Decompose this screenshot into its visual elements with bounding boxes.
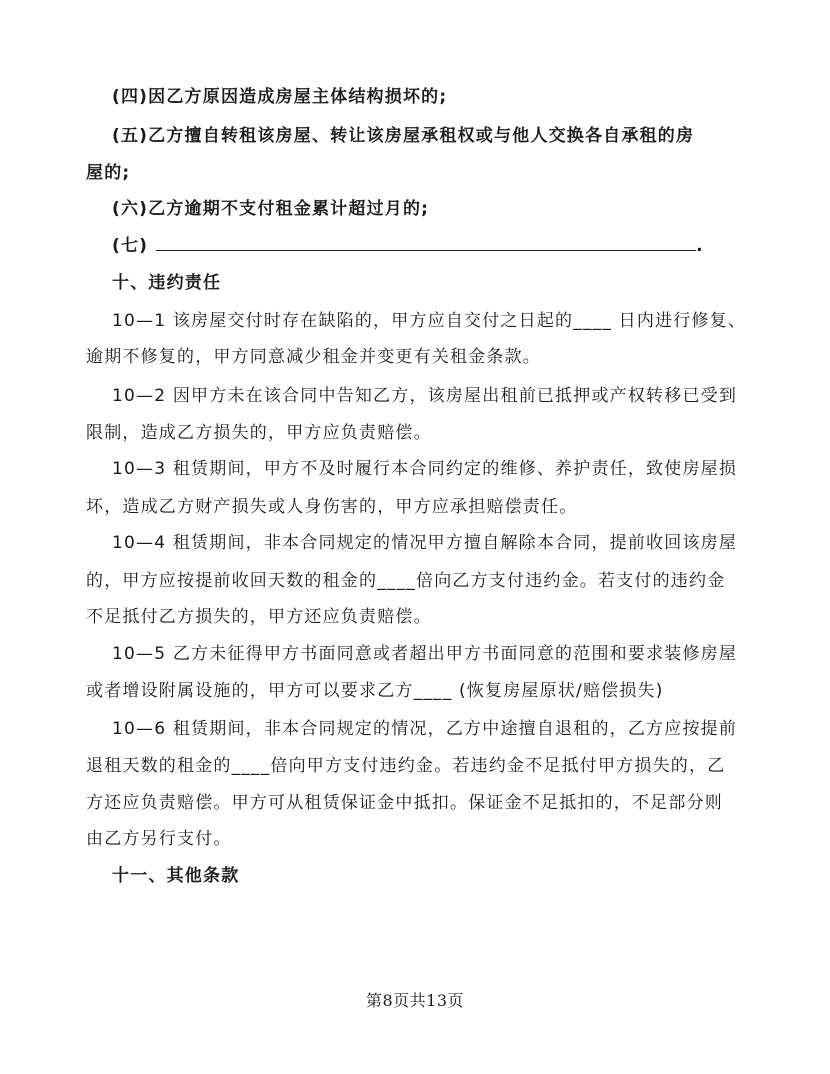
para-10-4-line-1: 10—4 租赁期间，非本合同规定的情况甲方擅自解除本合同，提前收回该房屋 [112,533,738,553]
para-10-6-line-3: 方还应负责赔偿。甲方可从租赁保证金中抵扣。保证金不足抵扣的，不足部分则 [86,793,723,813]
section-10-heading: 十、违约责任 [112,273,222,293]
clause-7-end: . [696,236,704,256]
fill-in-blank-line [156,234,696,251]
para-10-1-line-2: 逾期不修复的，甲方同意减少租金并变更有关租金条款。 [86,347,541,367]
para-10-6-line-1: 10—6 租赁期间，非本合同规定的情况，乙方中途擅自退租的，乙方应按提前 [112,719,738,739]
para-10-3-line-2: 坏，造成乙方财产损失或人身伤害的，甲方应承担赔偿责任。 [86,497,578,517]
clause-7-label: (七) [112,236,149,256]
clause-7 [112,234,704,257]
para-10-4-line-3: 不足抵付乙方损失的，甲方还应负责赔偿。 [86,607,432,627]
para-10-6-line-4: 由乙方另行支付。 [86,829,232,849]
clause-5-line-2: 屋的; [86,163,131,183]
clause-5-line-1: (五)乙方擅自转租该房屋、转让该房屋承租权或与他人交换各自承租的房 [112,126,695,146]
clause-4: (四)因乙方原因造成房屋主体结构损坏的; [112,87,448,107]
clause-6: (六)乙方逾期不支付租金累计超过月的; [112,199,430,219]
page-number-footer: 第8页共13页 [365,991,465,1010]
para-10-5-line-1: 10—5 乙方未征得甲方书面同意或者超出甲方书面同意的范围和要求装修房屋 [112,644,738,664]
para-10-5-line-2: 或者增设附属设施的，甲方可以要求乙方____ (恢复房屋原状/赔偿损失) [86,681,664,701]
para-10-6-line-2: 退租天数的租金的____倍向甲方支付违约金。若违约金不足抵付甲方损失的，乙 [86,756,726,776]
para-10-3-line-1: 10—3 租赁期间，甲方不及时履行本合同约定的维修、养护责任，致使房屋损 [112,459,738,479]
para-10-1-line-1: 10—1 该房屋交付时存在缺陷的，甲方应自交付之日起的____ 日内进行修复、 [112,311,747,331]
para-10-2-line-2: 限制，造成乙方损失的，甲方应负责赔偿。 [86,423,432,443]
para-10-2-line-1: 10—2 因甲方未在该合同中告知乙方，该房屋出租前已抵押或产权转移已受到 [112,386,738,406]
section-11-heading: 十一、其他条款 [112,866,240,886]
para-10-4-line-2: 的，甲方应按提前收回天数的租金的____倍向乙方支付违约金。若支付的违约金 [86,571,726,591]
